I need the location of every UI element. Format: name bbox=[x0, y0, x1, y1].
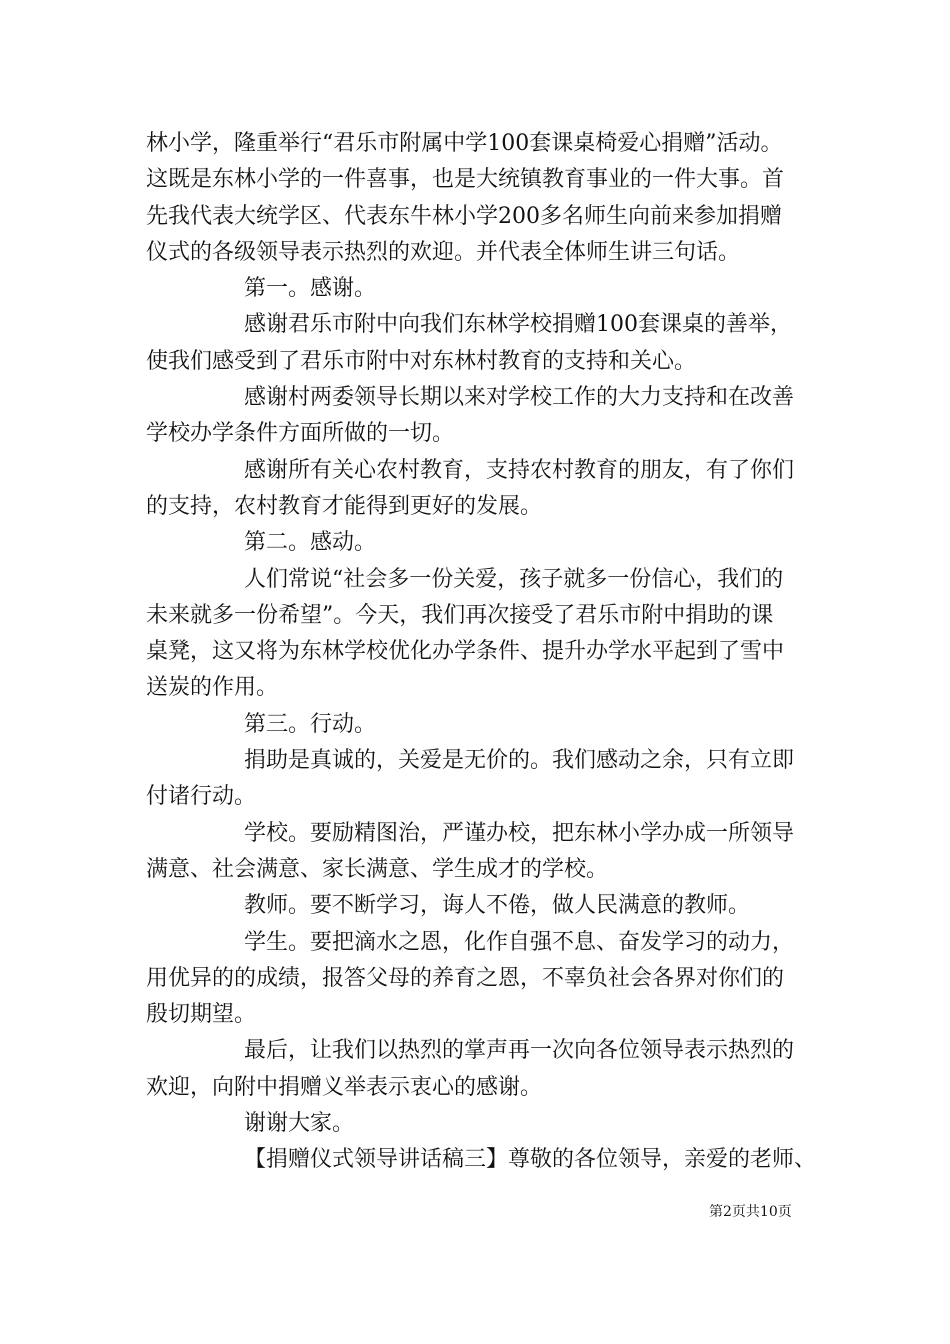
text-line: 教师。要不断学习，诲人不倦，做人民满意的教师。 bbox=[244, 893, 751, 919]
text-line: 桌凳，这又将为东林学校优化办学条件、提升办学水平起到了雪中 bbox=[146, 639, 785, 665]
text-line: 学校办学条件方面所做的一切。 bbox=[146, 421, 455, 447]
text-line: 人们常说“社会多一份关爱，孩子就多一份信心，我们的 bbox=[244, 566, 784, 592]
text-line: 第三。行动。 bbox=[244, 711, 377, 737]
text-line: 的支持，农村教育才能得到更好的发展。 bbox=[146, 493, 543, 519]
text-line: 感谢君乐市附中向我们东林学校捐赠100套课桌的善举， bbox=[244, 312, 792, 338]
text-line: 第一。感谢。 bbox=[244, 276, 377, 302]
text-line: 付诸行动。 bbox=[146, 784, 257, 810]
text-line: 最后，让我们以热烈的掌声再一次向各位领导表示热烈的 bbox=[244, 1038, 795, 1064]
text-line: 殷切期望。 bbox=[146, 1002, 257, 1028]
text-line: 学校。要励精图治，严谨办校，把东林小学办成一所领导 bbox=[244, 820, 795, 846]
text-line: 送炭的作用。 bbox=[146, 675, 279, 701]
text-line: 这既是东林小学的一件喜事，也是大统镇教育事业的一件大事。首 bbox=[146, 167, 785, 193]
text-line: 欢迎，向附中捐赠义举表示衷心的感谢。 bbox=[146, 1074, 543, 1100]
text-line: 未来就多一份希望”。今天，我们再次接受了君乐市附中捐助的课 bbox=[146, 602, 774, 628]
page-number: 第2页共10页 bbox=[709, 1204, 792, 1220]
text-line: 满意、社会满意、家长满意、学生成才的学校。 bbox=[146, 856, 609, 882]
document-body bbox=[146, 126, 817, 1179]
text-line: 感谢所有关心农村教育，支持农村教育的朋友，有了你们 bbox=[244, 457, 795, 483]
text-line: 使我们感受到了君乐市附中对东林村教育的支持和关心。 bbox=[146, 348, 697, 374]
text-line: 【捐赠仪式领导讲话稿三】尊敬的各位领导，亲爱的老师、 bbox=[244, 1147, 817, 1173]
text-line: 第二。感动。 bbox=[244, 530, 377, 556]
text-line: 感谢村两委领导长期以来对学校工作的大力支持和在改善 bbox=[244, 385, 795, 411]
text-line: 捐助是真诚的，关爱是无价的。我们感动之余，只有立即 bbox=[244, 748, 795, 774]
text-line: 仪式的各级领导表示热烈的欢迎。并代表全体师生讲三句话。 bbox=[146, 239, 741, 265]
text-line: 谢谢大家。 bbox=[244, 1111, 355, 1137]
text-line: 林小学，隆重举行“君乐市附属中学100套课桌椅爱心捐赠”活动。 bbox=[146, 131, 783, 156]
text-line: 先我代表大统学区、代表东牛林小学200多名师生向前来参加捐赠 bbox=[146, 203, 782, 229]
text-line: 学生。要把滴水之恩，化作自强不息、奋发学习的动力， bbox=[244, 929, 795, 955]
text-line: 用优异的的成绩，报答父母的养育之恩，不辜负社会各界对你们的 bbox=[146, 965, 785, 991]
